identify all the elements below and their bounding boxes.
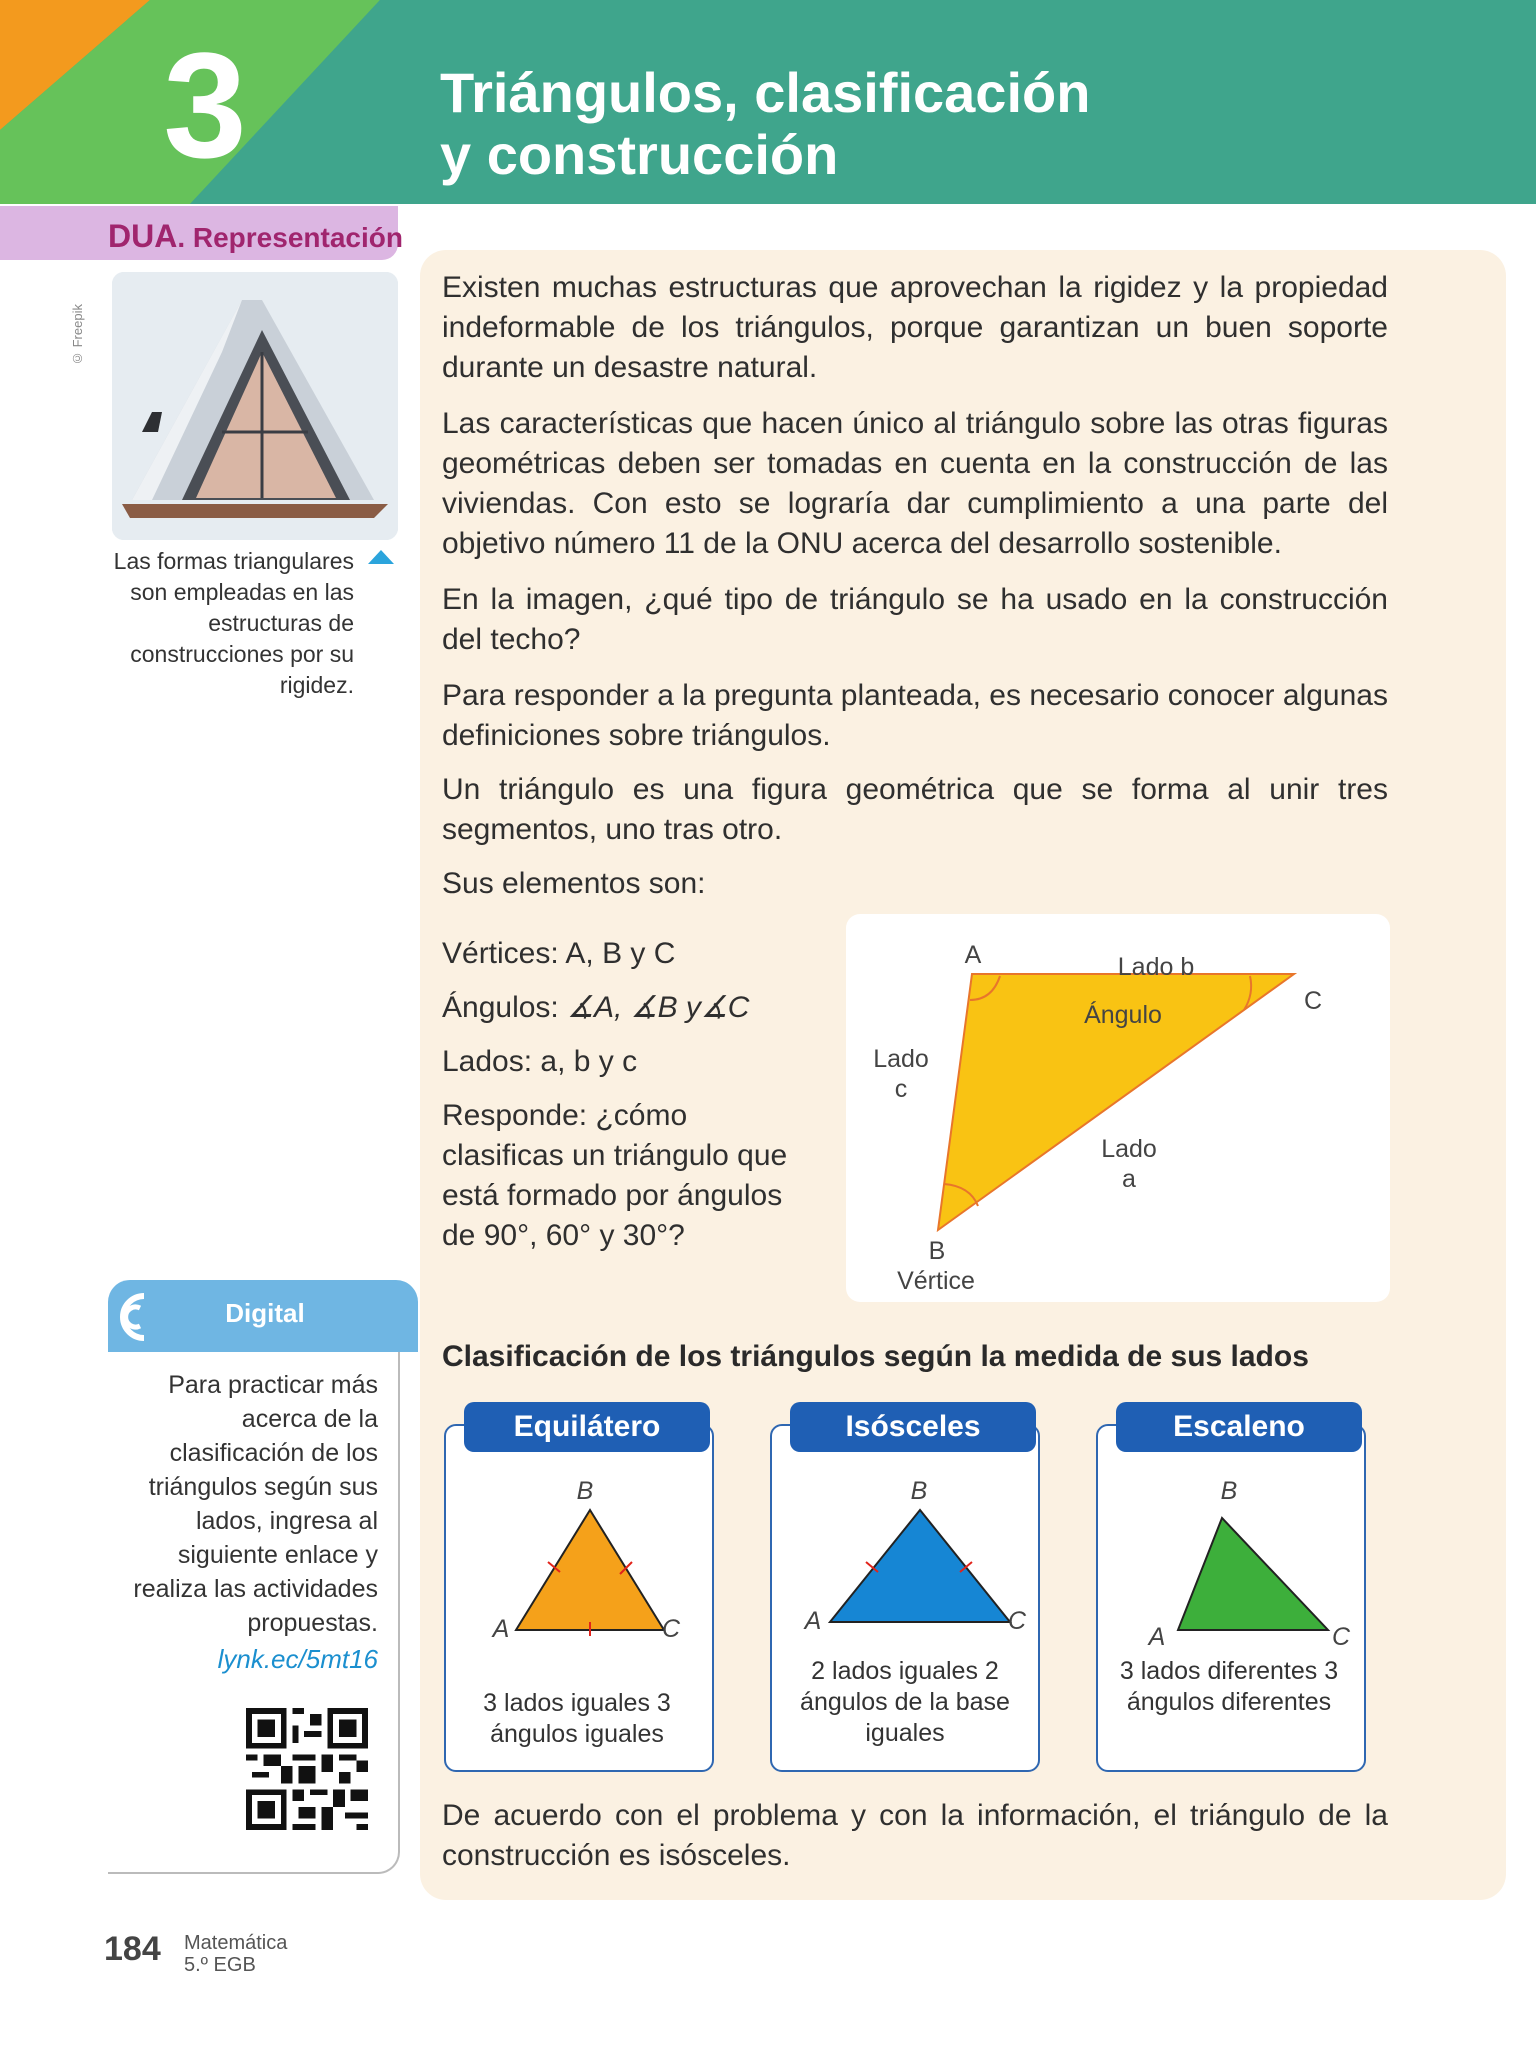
dua-bold: DUA xyxy=(108,218,178,254)
isosceles-vertex-a: A xyxy=(804,1607,822,1635)
triangle-marker-icon xyxy=(366,548,396,566)
label-side-c-word: Lado xyxy=(873,1045,929,1073)
subject-grade: 5.º EGB xyxy=(184,1954,256,1976)
page-number: 184 xyxy=(104,1930,161,1968)
angles-value: ∡A, ∡B y∡C xyxy=(567,991,750,1024)
title-line-2: y construcción xyxy=(440,123,839,186)
digital-text: Para practicar más acerca de la clasificación de los triángulos según sus lados, ingresa al siguiente enlace y realiza las actividades propuestas. xyxy=(133,1371,378,1637)
photo-caption: Las formas triangulares son empleadas en las estructuras de construcciones por su rigidez. xyxy=(113,548,354,698)
digital-label: Digital xyxy=(225,1298,305,1328)
isosceles-vertex-c: C xyxy=(1007,1607,1027,1635)
elements-vertices: Vértices: A, B y C xyxy=(442,937,676,970)
scalene-desc: 3 lados diferentes 3 ángulos diferentes xyxy=(1119,1657,1339,1716)
elements-angles xyxy=(442,988,832,1028)
title-line-1: Triángulos, clasificación xyxy=(440,61,1091,124)
unit-number: 3 xyxy=(163,21,247,189)
label-vertex-a: A xyxy=(964,941,982,969)
isosceles-vertex-b: B xyxy=(910,1477,928,1505)
conclusion-paragraph: De acuerdo con el problema y con la información, el triángulo de la construcción es isósceles. xyxy=(442,1799,1388,1872)
label-side-a xyxy=(1096,1134,1162,1194)
elements-sides: Lados: a, b y c xyxy=(442,1045,638,1078)
subject-name: Matemática xyxy=(184,1932,288,1954)
paragraph-5: Un triángulo es una figura geométrica que se forma al unir tres segmentos, uno tras otro. xyxy=(442,773,1388,846)
equilateral-label: Equilátero xyxy=(464,1402,710,1452)
paragraph-4: Para responder a la pregunta planteada, es necesario conocer algunas definiciones sobre triángulos. xyxy=(442,679,1388,752)
subject-label xyxy=(184,1932,287,1976)
label-side-c xyxy=(868,1044,934,1104)
label-side-c-letter: c xyxy=(894,1075,908,1103)
triangle-elements-diagram xyxy=(846,914,1390,1302)
label-side-b: Lado b xyxy=(1117,953,1195,981)
equilateral-vertex-b: B xyxy=(576,1477,594,1505)
label-angle: Ángulo xyxy=(1084,1001,1162,1029)
scalene-vertex-b: B xyxy=(1220,1477,1238,1505)
isosceles-desc: 2 lados iguales 2 ángulos de la base iguales xyxy=(800,1657,1010,1747)
equilateral-desc: 3 lados iguales 3 ángulos iguales xyxy=(483,1689,671,1748)
photo-credit: © Freepik xyxy=(70,304,85,366)
label-side-a-word: Lado xyxy=(1101,1135,1157,1163)
angles-prefix: Ángulos: xyxy=(442,991,568,1024)
dua-label xyxy=(108,218,403,255)
equilateral-vertex-c: C xyxy=(661,1615,681,1643)
label-side-a-letter: a xyxy=(1122,1165,1136,1193)
scalene-vertex-a: A xyxy=(1148,1623,1166,1651)
equilateral-vertex-a: A xyxy=(492,1615,510,1643)
a-frame-house-photo xyxy=(112,272,398,540)
dua-rest: . Representación xyxy=(177,222,403,253)
paragraph-6: Sus elementos son: xyxy=(442,867,706,900)
paragraph-2: Las características que hacen único al triángulo sobre las otras figuras geométricas deben ser tomadas en cuenta en la construcción de las viviendas. Con esto se lograría dar cumplimiento a una parte del objetivo número 11 de la ONU acerca del desarrollo sostenible. xyxy=(442,407,1388,560)
label-vertex-c: C xyxy=(1303,987,1323,1015)
scalene-label: Escaleno xyxy=(1116,1402,1362,1452)
qr-code[interactable] xyxy=(246,1708,368,1830)
scalene-vertex-c: C xyxy=(1331,1623,1351,1651)
paragraph-3: En la imagen, ¿qué tipo de triángulo se ha usado en la construcción del techo? xyxy=(442,583,1388,656)
label-vertex-word: Vértice xyxy=(897,1267,975,1295)
digital-link[interactable]: lynk.ec/5mt16 xyxy=(217,1644,378,1674)
elements-question: Responde: ¿cómo clasificas un triángulo que está formado por ángulos de 90°, 60° y 30°? xyxy=(442,1099,788,1252)
isosceles-label: Isósceles xyxy=(790,1402,1036,1452)
classification-heading: Clasificación de los triángulos según la medida de sus lados xyxy=(442,1340,1309,1373)
paragraph-1: Existen muchas estructuras que aprovechan la rigidez y la propiedad indeformable de los triángulos, porque garantizan un buen soporte durante un desastre natural. xyxy=(442,271,1388,384)
page-title xyxy=(440,62,1500,186)
digital-link-icon xyxy=(104,1286,160,1348)
label-vertex-b: B xyxy=(928,1237,946,1265)
